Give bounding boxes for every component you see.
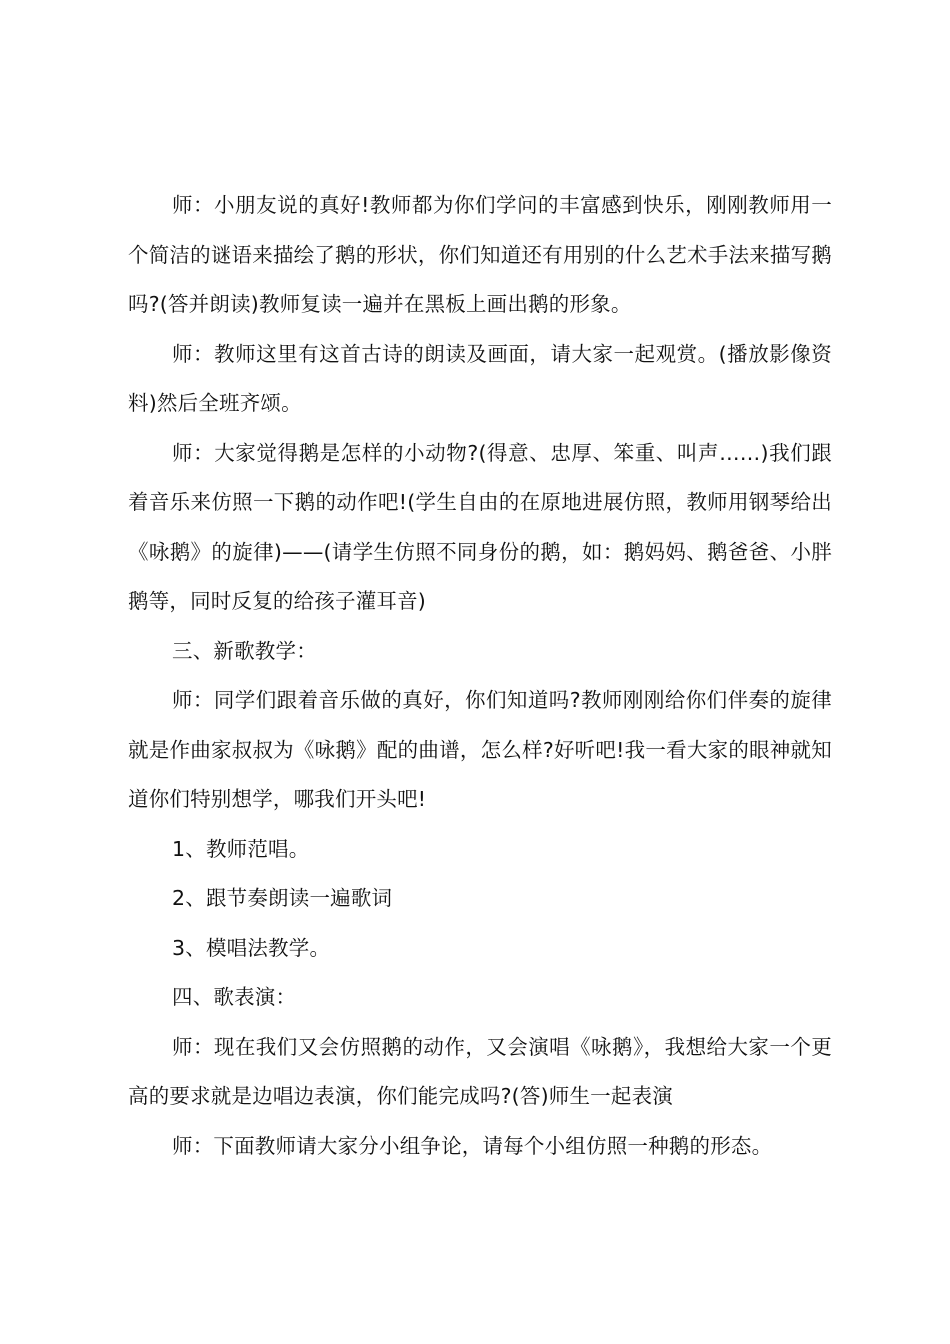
paragraph-goose-imitation: 师：大家觉得鹅是怎样的小动物?(得意、忠厚、笨重、叫声……)我们跟着音乐来仿照一下鹅的动作吧!(学生自由的在原地进展仿照，教师用钢琴给出《咏鹅》的旋律)——(请学生仿照不同身份的鹅，如：鹅妈妈、鹅爸爸、小胖鹅等，同时反复的给孩子灌耳音) [128,440,832,613]
section-heading-new-song: 三、新歌教学： [172,638,317,663]
paragraph-song-intro: 师：同学们跟着音乐做的真好，你们知道吗?教师刚刚给你们伴奏的旋律就是作曲家叔叔为《咏鹅》配的曲谱，怎么样?好听吧!我一看大家的眼神就知道你们特别想学，哪我们开头吧! [128,688,832,811]
paragraph-sing-and-perform: 师：现在我们又会仿照鹅的动作，又会演唱《咏鹅》，我想给大家一个更高的要求就是边唱边表演，你们能完成吗?(答)师生一起表演 [128,1034,832,1108]
paragraph-group-discussion: 师：下面教师请大家分小组争论，请每个小组仿照一种鹅的形态。 [172,1133,773,1158]
section-heading-song-performance: 四、歌表演： [172,985,297,1009]
list-item-imitation-singing: 3、模唱法教学。 [172,935,331,960]
list-item-rhythm-reading: 2、跟节奏朗读一遍歌词 [172,886,393,910]
paragraph-poem-video: 师：教师这里有这首古诗的朗读及画面，请大家一起观赏。(播放影像资料)然后全班齐颂。 [128,341,832,415]
list-item-teacher-sings: 1、教师范唱。 [172,836,310,861]
document-body [128,181,832,1171]
paragraph-riddle-discussion: 师：小朋友说的真好!教师都为你们学问的丰富感到快乐，刚刚教师用一个简洁的谜语来描绘了鹅的形状，你们知道还有用别的什么艺术手法来描写鹅吗?(答并朗读)教师复读一遍并在黑板上画出鹅的形象。 [128,193,832,316]
